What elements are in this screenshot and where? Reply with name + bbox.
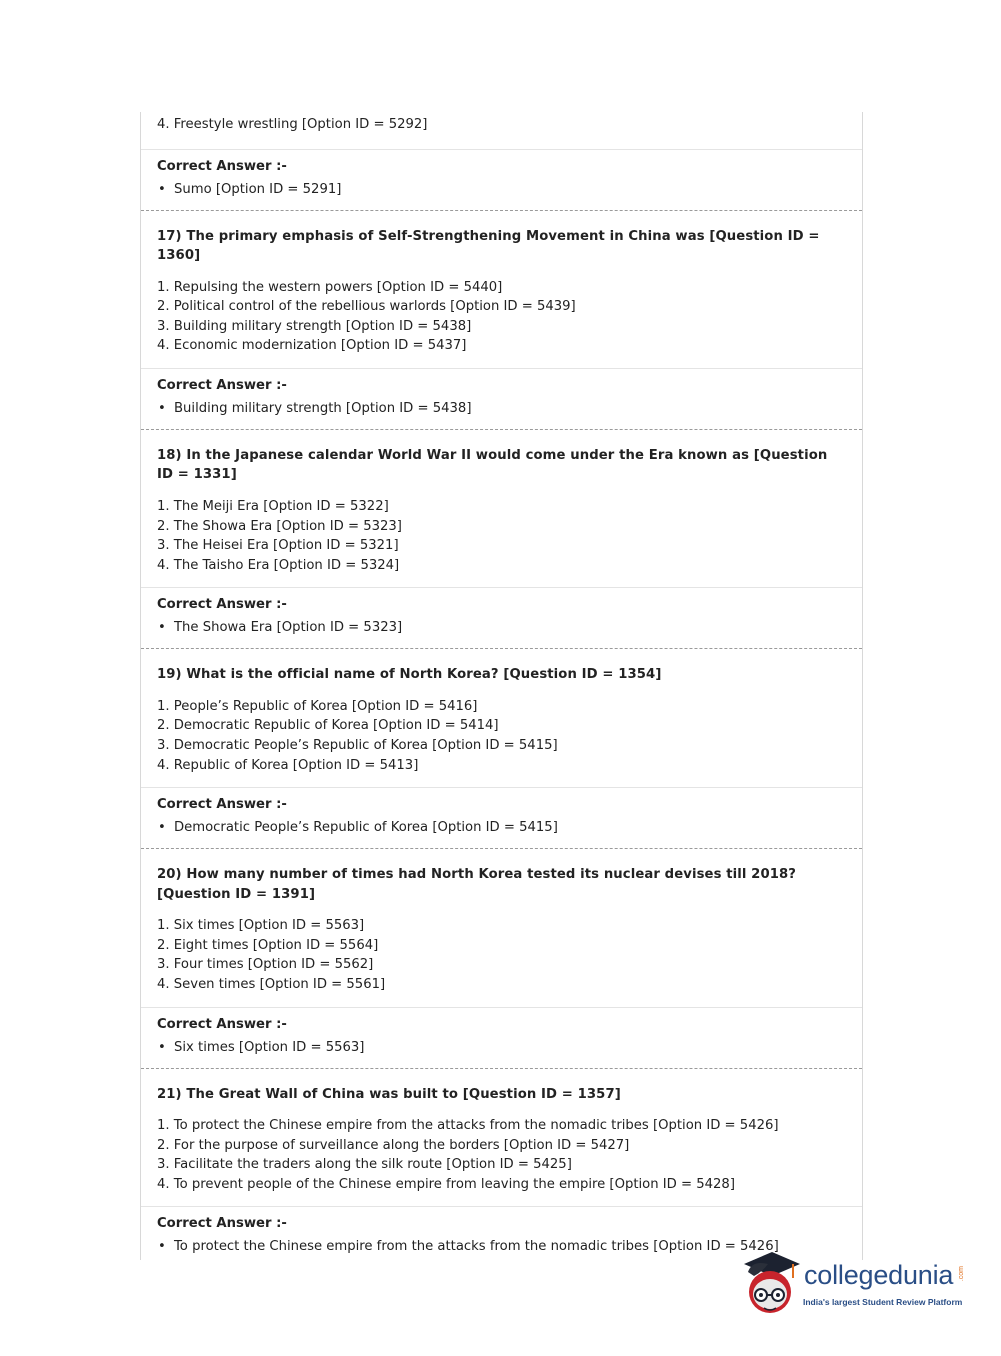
question-title: 19) What is the official name of North Korea? [Question ID = 1354] [157,667,662,683]
correct-answer: • Sumo [Option ID = 5291] [157,180,846,199]
option-item: 4. Freestyle wrestling [Option ID = 5292] [157,117,428,132]
question-block [141,849,862,1006]
question-title: 18) In the Japanese calendar World War II would come under the Era known as [Question ID = 1331] [157,447,828,483]
option-item: 1. Repulsing the western powers [Option ID = 5440] [157,279,503,295]
question-title: 21) The Great Wall of China was built to [Question ID = 1357] [157,1086,621,1102]
option-item: 1. To protect the Chinese empire from the attacks from the nomadic tribes [Option ID = 5426] [157,1118,779,1134]
correct-answer: • Building military strength [Option ID = 5438] [157,399,846,418]
question-title: 20) How many number of times had North Korea tested its nuclear devises till 2018? [Question ID = 1391] [157,867,797,902]
question-block [141,649,862,787]
correct-answer: • To protect the Chinese empire from the attacks from the nomadic tribes [Option ID = 5426] [157,1237,846,1256]
option-item: 4. Seven times [Option ID = 5561] [157,977,386,992]
correct-answer-label: Correct Answer :- [157,158,287,174]
previous-question-options [141,112,862,149]
question-block [141,430,862,587]
correct-answer-label: Correct Answer :- [157,1216,287,1232]
answer-block [141,587,862,648]
option-item: 2. The Showa Era [Option ID = 5323] [157,518,402,534]
answer-block [141,787,862,848]
mascot-icon [740,1250,802,1320]
answer-block [141,1007,862,1068]
question-block [141,211,862,368]
collegedunia-logo[interactable] [740,1250,970,1320]
option-item: 1. People’s Republic of Korea [Option ID = 5416] [157,698,478,714]
option-item: 4. To prevent people of the Chinese empire from leaving the empire [Option ID = 5428] [157,1176,735,1192]
answer-block [141,368,862,429]
correct-answer-label: Correct Answer :- [157,597,287,613]
option-item: 2. For the purpose of surveillance along the borders [Option ID = 5427] [157,1137,630,1153]
option-item: 3. Facilitate the traders along the silk route [Option ID = 5425] [157,1157,572,1173]
question-block [141,1069,862,1207]
correct-answer: • The Showa Era [Option ID = 5323] [157,618,846,637]
option-item: 3. Building military strength [Option ID = 5438] [157,318,472,334]
option-item: 2. Democratic Republic of Korea [Option ID = 5414] [157,718,499,734]
option-item: 3. The Heisei Era [Option ID = 5321] [157,538,399,554]
option-item: 1. Six times [Option ID = 5563] [157,918,365,934]
question-title: 17) The primary emphasis of Self-Strengthening Movement in China was [Question ID = 1360] [157,228,820,264]
option-item: 1. The Meiji Era [Option ID = 5322] [157,498,389,514]
previous-answer-block [141,149,862,210]
correct-answer-label: Correct Answer :- [157,377,287,393]
option-item: 3. Four times [Option ID = 5562] [157,957,374,973]
logo-wordmark: collegedunia [804,1260,954,1290]
correct-answer-label: Correct Answer :- [157,797,287,813]
option-item: 4. Economic modernization [Option ID = 5437] [157,338,467,354]
option-item: 2. Political control of the rebellious warlords [Option ID = 5439] [157,299,576,315]
option-item: 2. Eight times [Option ID = 5564] [157,937,379,953]
correct-answer: • Six times [Option ID = 5563] [157,1038,846,1057]
correct-answer: • Democratic People’s Republic of Korea [Option ID = 5415] [157,818,846,837]
question-sheet [140,112,863,1260]
logo-domain-suffix: .com [958,1266,965,1282]
option-item: 4. The Taisho Era [Option ID = 5324] [157,557,400,573]
logo-tagline: India's largest Student Review Platform [803,1297,963,1307]
correct-answer-label: Correct Answer :- [157,1016,287,1032]
option-item: 3. Democratic People’s Republic of Korea [Option ID = 5415] [157,738,558,754]
option-item: 4. Republic of Korea [Option ID = 5413] [157,757,419,773]
